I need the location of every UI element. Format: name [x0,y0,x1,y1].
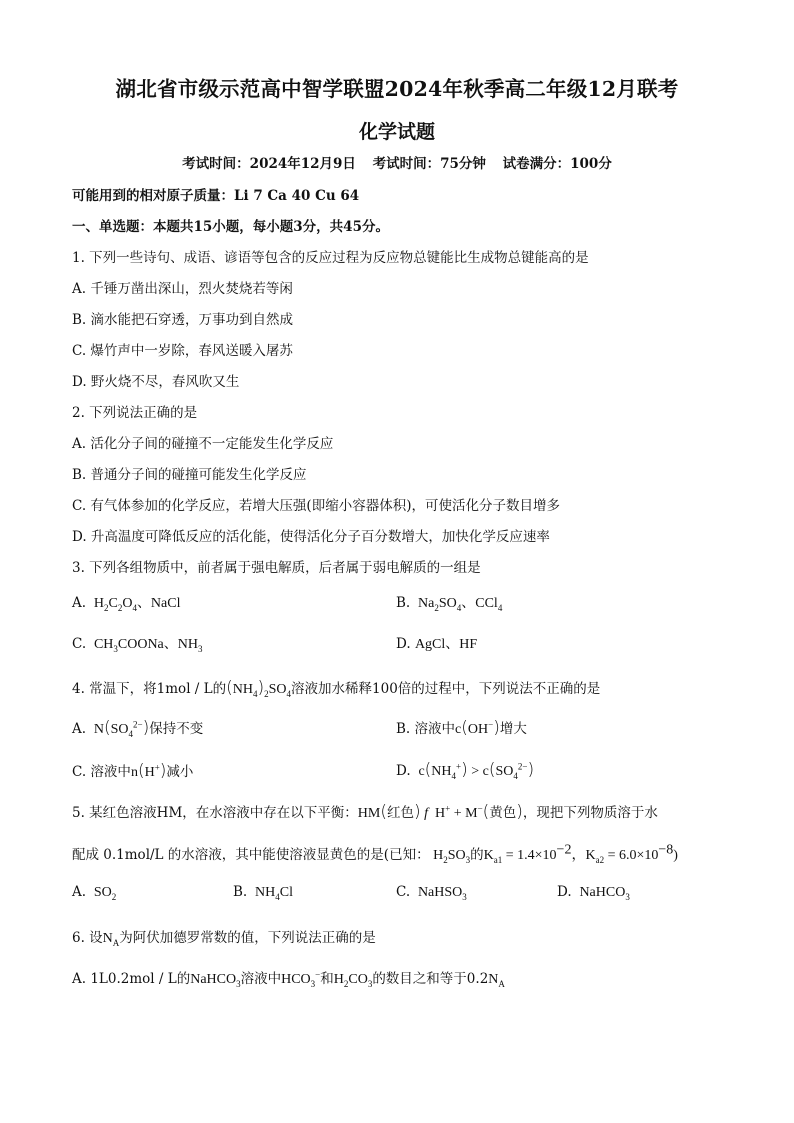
q2-option-a: A. 活化分子间的碰撞不一定能发生化学反应 [72,436,334,452]
q4-formula: $(NH_4)_2SO_4$ [226,678,292,699]
q4-option-c: C. 溶液中n(H+)减小 [72,761,194,781]
q4-stem: 4. 常温下，将1mol / L的$(NH_4)_2SO_4$溶液加水稀释100倍的过程中，下列说法不正确的是 [72,678,601,699]
q1-option-d: D. 野火烧不尽，春风吹又生 [72,374,240,390]
q5-option-a: A. $SO_2$ [72,884,117,902]
q6-option-a: A. 1L0.2mol / L的NaHCO$_3$溶液中$HCO_3^-$和$H_2CO_3$的数目之和等于$0.2N_A$ [72,969,505,989]
q3-d-formula: AgCl、HF [414,637,478,652]
q5-option-d: D. NaHCO$_3$ [557,884,630,902]
section-heading: 一、单选题：本题共15小题，每小题3分，共45分。 [72,219,389,235]
q1-stem: 1. 下列一些诗句、成语、谚语等包含的反应过程为反应物总键能比生成物总键能高的是 [72,250,589,266]
q4-option-a: A. $N(SO_4^{2-})$保持不变 [72,718,204,739]
exam-meta [0,152,794,172]
q5-ka2: 6.0×10 [618,848,659,863]
q5-option-c: C. NaHSO$_3$ [396,884,467,902]
q5-stem: 5. 某红色溶液HM，在水溶液中存在以下平衡：HM(红色) f H+ + M−(黄色)，现把下列物质溶于水 [72,802,658,822]
q5-red-label: 红色 [386,805,414,821]
q3-stem: 3. 下列各组物质中，前者属于强电解质，后者属于弱电解质的一组是 [72,560,481,576]
q3-b-formula: $Na_2SO_4$、CCl$_4$ [414,596,503,613]
exam-date: 考试时间：2024年12月9日 [182,156,356,172]
q1-option-a: A. 千锤万凿出深山，烈火焚烧若等闲 [72,281,293,297]
q3-c-formula: $CH_3COONa$、$NH_3$ [90,637,203,654]
q3-a-formula: $H_2C_2O_4$、NaCl [90,596,181,613]
q1-option-b: B. 滴水能把石穿透，万事功到自然成 [72,312,294,328]
q1-option-c: C. 爆竹声中一岁除，春风送暖入屠苏 [72,343,293,359]
q3-option-a: A. $H_2C_2O_4$、NaCl [72,595,181,613]
q6-stem: 6. 设$N_A$为阿伏加德罗常数的值，下列说法正确的是 [72,930,376,948]
full-score: 试卷满分：100分 [502,156,612,172]
exam-title: 湖北省市级示范高中智学联盟2024年秋季高二年级12月联考 [115,77,679,101]
q4-option-d: D. $c(NH_4^+) > c(SO_4^{2-})$ [396,760,535,781]
exam-subtitle: 化学试题 [358,121,435,143]
q4-option-b: B. 溶液中c(OH−)增大 [396,718,527,738]
q3-option-d: D. AgCl、HF [396,636,478,652]
atomic-masses: 可能用到的相对原子质量：Li 7 Ca 40 Cu 64 [72,188,360,204]
q2-option-b: B. 普通分子间的碰撞可能发生化学反应 [72,467,307,483]
exam-duration: 考试时间：75分钟 [372,156,486,172]
q3-option-c: C. $CH_3COONa$、$NH_3$ [72,636,203,654]
q5-option-b: B. $NH_4Cl$ [233,884,293,902]
q5-yellow-label: 黄色 [489,805,517,821]
q3-option-b: B. $Na_2SO_4$、CCl$_4$ [396,595,503,613]
q5-ka1: 1.4×10 [517,848,557,863]
q5-stem-line2: 配成 0.1mol/L 的水溶液，其中能使溶液显黄色的是(已知： $H_2SO_3$的$K_{a1} = 1.4\times 10^{-2}$，$K_{a2} = 6.0\times 10^{-8}$) [72,842,678,865]
q2-option-d: D. 升高温度可降低反应的活化能，使得活化分子百分数增大，加快化学反应速率 [72,529,550,545]
q2-stem: 2. 下列说法正确的是 [72,405,198,421]
q2-option-c: C. 有气体参加的化学反应，若增大压强(即缩小容器体积)，可使活化分子数目增多 [72,498,560,514]
